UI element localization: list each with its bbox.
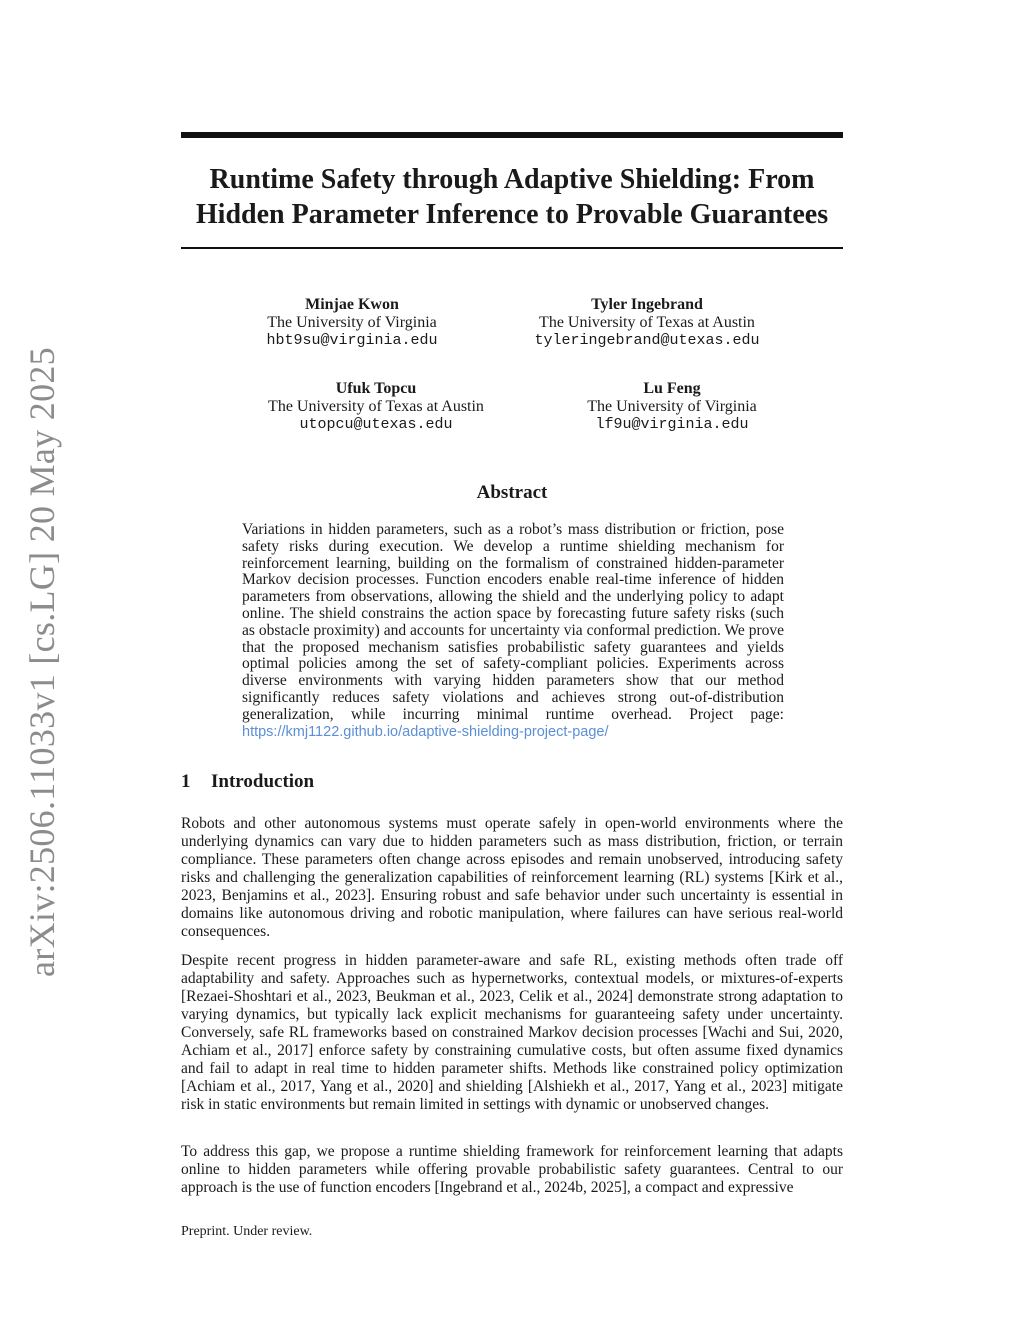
section-number: 1 — [181, 771, 191, 792]
abstract-body-text: Variations in hidden parameters, such as a robot’s mass distribution or friction, pose safety risks during execution. We develop a runtime shielding mechanism for reinforcement learning, building on the formalism of constrained hidden-parameter Markov decision processes. Function encoders enable real-time inference of hidden parameters from observations, allowing the shield and the underlying policy to adapt online. The shield constrains the action space by forecasting future safety risks (such as obstacle proximity) and accounts for uncertainty via conformal prediction. We prove that the proposed mechanism satisfies probabilistic safety guarantees and yields optimal policies among the set of safety-compliant policies. Experiments across diverse environments with varying hidden parameters show that our method significantly reduces safety violations and achieves strong out-of-distribution generalization, while incurring minimal runtime overhead. Project page: — [242, 521, 784, 723]
author-affiliation: The University of Virginia — [587, 398, 757, 415]
author-email: lf9u@virginia.edu — [595, 416, 749, 433]
author-name: Minjae Kwon — [305, 296, 399, 313]
author-block — [226, 380, 526, 434]
author-block — [522, 380, 822, 434]
author-email: tyleringebrand@utexas.edu — [534, 332, 760, 349]
author-email: hbt9su@virginia.edu — [266, 332, 438, 349]
intro-paragraph: Despite recent progress in hidden parameter-aware and safe RL, existing methods often trade off adaptability and safety. Approaches such as hypernetworks, contextual models, or mixtures-of-experts [Rezaei-Shoshtari et al., 2023, Beukman et al., 2023, Celik et al., 2024] demonstrate strong adaptation to varying dynamics, but typically lack explicit mechanisms for guaranteeing safety under uncertainty. Conversely, safe RL frameworks based on constrained Markov decision processes [Wachi and Sui, 2020, Achiam et al., 2017] enforce safety by constraining cumulative costs, but often assume fixed dynamics and fail to adapt in real time to hidden parameter shifts. Methods like constrained policy optimization [Achiam et al., 2017, Yang et al., 2020] and shielding [Alshiekh et al., 2017, Yang et al., 2023] mitigate risk in static environments but remain limited in settings with dynamic or unobserved changes. — [181, 952, 843, 1113]
intro-paragraph: Robots and other autonomous systems must operate safely in open-world environments where the underlying dynamics can vary due to hidden parameters such as mass distribution, friction, or terrain compliance. These parameters often change across episodes and remain unobserved, introducing safety risks and challenging the generalization capabilities of reinforcement learning (RL) systems [Kirk et al., 2023, Benjamins et al., 2023]. Ensuring robust and safe behavior under such uncertainty is essential in domains like autonomous driving and robotic manipulation, where failures can have serious real-world consequences. — [181, 815, 843, 940]
title-rule-bottom — [181, 247, 843, 249]
arxiv-identifier: arXiv:2506.11033v1 [cs.LG] 20 May 2025 — [22, 347, 62, 977]
author-block — [497, 296, 797, 350]
intro-paragraph: To address this gap, we propose a runtime shielding framework for reinforcement learning that adapts online to hidden parameters while offering provable probabilistic safety guarantees. Central to our approach is the use of function encoders [Ingebrand et al., 2024b, 2025], a compact and expressive — [181, 1143, 843, 1196]
author-name: Ufuk Topcu — [335, 380, 417, 397]
author-email: utopcu@utexas.edu — [299, 416, 453, 433]
author-affiliation: The University of Texas at Austin — [539, 314, 755, 331]
project-page-link[interactable]: https://kmj1122.github.io/adaptive-shielding-project-page/ — [242, 723, 609, 740]
author-name: Lu Feng — [643, 380, 701, 397]
abstract-text — [242, 522, 784, 740]
preprint-footer: Preprint. Under review. — [181, 1224, 313, 1239]
section-title-text: Introduction — [211, 771, 315, 792]
author-affiliation: The University of Virginia — [267, 314, 437, 331]
abstract-heading: Abstract — [476, 482, 548, 503]
author-affiliation: The University of Texas at Austin — [268, 398, 484, 415]
author-block — [202, 296, 502, 350]
paper-title: Runtime Safety through Adaptive Shielding: From Hidden Parameter Inference to Provable Guarantees — [195, 164, 829, 230]
author-name: Tyler Ingebrand — [591, 296, 703, 313]
title-rule-top — [181, 132, 843, 138]
section-heading — [181, 771, 314, 793]
